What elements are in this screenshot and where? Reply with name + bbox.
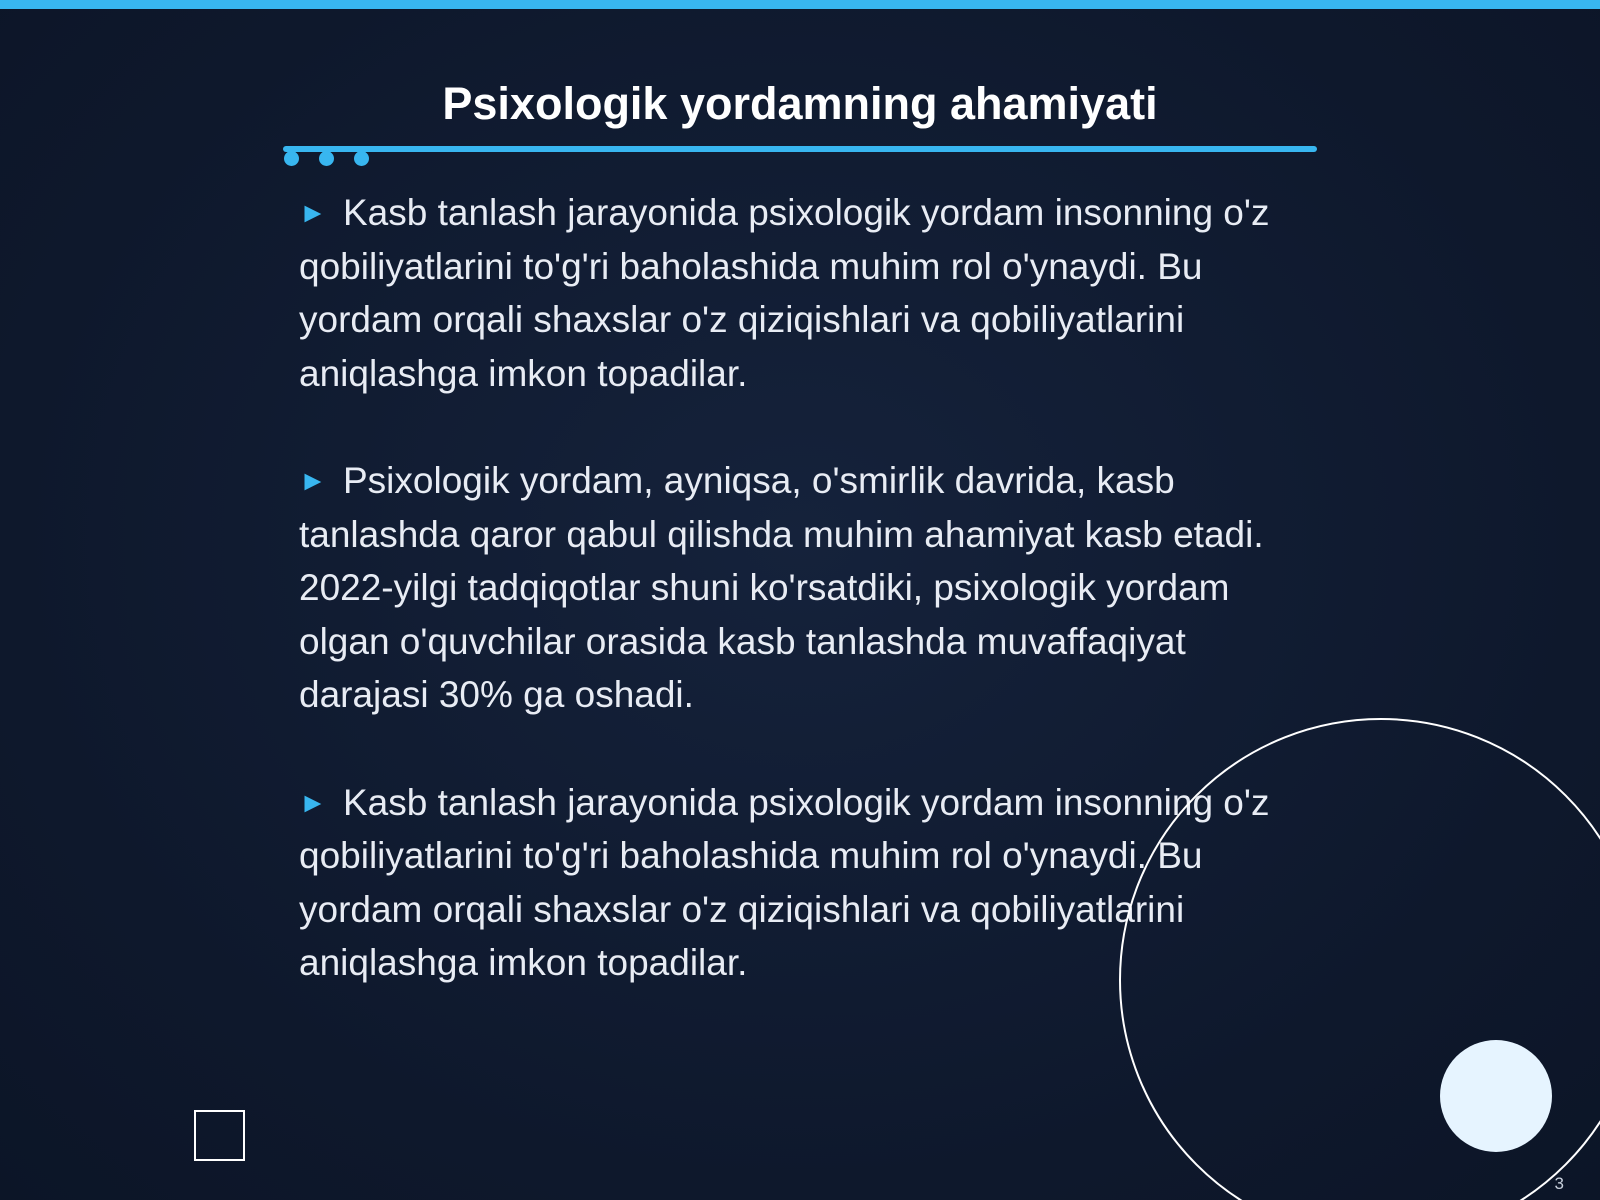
title-underline [283, 146, 1317, 152]
accent-dot [319, 151, 334, 166]
play-triangle-icon: ► [299, 465, 327, 496]
play-triangle-icon: ► [299, 786, 327, 818]
bullet-item [299, 186, 1309, 400]
play-triangle-icon: ► [299, 197, 327, 228]
top-accent-bar [0, 0, 1600, 9]
decorative-disc [1440, 1040, 1552, 1152]
bullet-text: Kasb tanlash jarayonida psixologik yordam insonning o'z qobiliyatlarini to'g'ri baholashida muhim rol o'ynaydi. Bu yordam orqali shaxslar o'z qiziqishlari va qobiliyatlarini aniqlashga imkon topadilar. [299, 192, 1270, 394]
accent-dot [354, 151, 369, 166]
slide-title: Psixologik yordamning ahamiyati [442, 78, 1158, 129]
page-number: 3 [1554, 1174, 1564, 1193]
accent-dot [284, 151, 299, 166]
bullet-text: Psixologik yordam, ayniqsa, o'smirlik davrida, kasb tanlashda qaror qabul qilishda muhim ahamiyat kasb etadi. 2022-yilgi tadqiqotlar shuni ko'rsatdiki, psixologik yordam olgan o'quvchilar orasida kasb tanlashda muvaffaqiyat darajasi 30% ga oshadi. [299, 460, 1264, 715]
bullet-item [299, 454, 1309, 722]
bullet-text: Kasb tanlash jarayonida psixologik yordam insonning o'z qobiliyatlarini to'g'ri baholashida muhim rol o'ynaydi. Bu yordam orqali shaxslar o'z qiziqishlari va qobiliyatlarini aniqlashga imkon topadilar. [299, 781, 1270, 983]
square-outline-icon [194, 1110, 245, 1161]
